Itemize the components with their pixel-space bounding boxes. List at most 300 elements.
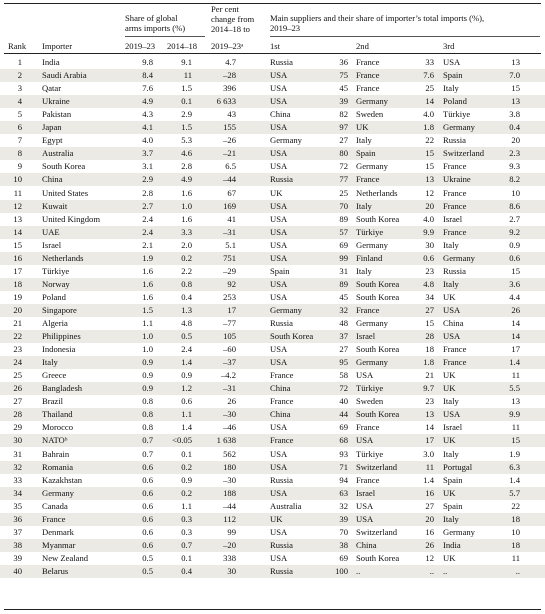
share-2014-18-cell: 1.0	[181, 200, 192, 211]
supplier-1-share-cell: 75	[339, 70, 348, 81]
table-row	[0, 265, 545, 278]
supplier-3rd-header: 3rd	[443, 41, 455, 51]
supplier-1-cell: Australia	[270, 500, 302, 511]
change-cell: –26	[223, 135, 236, 146]
change-cell: –37	[223, 357, 236, 368]
importer-cell: Australia	[42, 148, 74, 159]
supplier-2-cell: USA	[356, 370, 374, 381]
supplier-2-cell: Germany	[356, 318, 388, 328]
table-row	[0, 291, 545, 304]
rank-cell: 36	[13, 513, 22, 524]
supplier-2-share-cell: 20	[425, 200, 434, 211]
change-header: Per cent change from 2014–18 to	[211, 4, 255, 34]
rank-cell: 31	[13, 448, 22, 459]
supplier-2-cell: France	[356, 83, 380, 94]
importer-cell: India	[42, 57, 60, 67]
supplier-1-share-cell: 89	[339, 213, 348, 224]
supplier-1-share-cell: 63	[339, 487, 348, 498]
supplier-1-share-cell: 97	[339, 122, 348, 133]
table-row	[0, 304, 545, 317]
supplier-1-cell: USA	[270, 70, 288, 81]
share-2019-23-cell: 0.6	[142, 474, 153, 485]
supplier-1-share-cell: 37	[339, 331, 348, 342]
table-row	[0, 200, 545, 213]
supplier-1-share-cell: 39	[339, 96, 348, 107]
supplier-2-share-cell: 11	[425, 461, 434, 472]
table-row	[0, 252, 545, 265]
share-2014-18-cell: 0.8	[181, 278, 192, 289]
supplier-3-cell: UK	[443, 291, 456, 302]
importer-cell: Türkiye	[42, 265, 70, 276]
share-2019-23-cell: 2.8	[142, 187, 153, 198]
supplier-2-share-cell: 25	[425, 83, 434, 94]
share-2019-23-cell: 2.9	[142, 174, 153, 185]
table-row	[0, 330, 545, 343]
supplier-3-cell: Israel	[443, 422, 463, 433]
change-cell: –30	[223, 474, 236, 485]
change-cell: 43	[227, 109, 236, 120]
importer-cell: United States	[42, 187, 89, 198]
supplier-1-cell: USA	[270, 461, 288, 472]
supplier-1-share-cell: 72	[339, 161, 348, 172]
rank-cell: 37	[13, 526, 22, 537]
supplier-3-share-cell: 1.4	[509, 357, 520, 368]
supplier-2-share-cell: ..	[429, 565, 434, 576]
table-row	[0, 526, 545, 539]
supplier-3-cell: Russia	[443, 265, 466, 276]
supplier-1-share-cell: 45	[339, 83, 348, 94]
importer-cell: Egypt	[42, 135, 63, 146]
share-2019-23-cell: 0.7	[142, 435, 153, 446]
supplier-1-share-cell: 25	[339, 187, 348, 198]
supplier-1st-header: 1st	[270, 41, 281, 51]
importer-cell: Belarus	[42, 565, 69, 576]
supplier-1-share-cell: 32	[339, 304, 348, 315]
change-cell: 4.7	[225, 57, 236, 67]
share-2019-23-cell: 1.6	[142, 278, 153, 289]
rank-cell: 30	[13, 435, 22, 446]
supplier-2-cell: South Korea	[356, 213, 400, 224]
supplier-1-cell: USA	[270, 161, 288, 172]
supplier-1-share-cell: 89	[339, 278, 348, 289]
share-2019-23-cell: 1.9	[142, 252, 153, 263]
share-2019-23-cell: 2.4	[142, 213, 153, 224]
supplier-3-share-cell: 26	[511, 304, 520, 315]
supplier-1-cell: Russia	[270, 565, 293, 576]
supplier-2-cell: Türkiye	[356, 383, 384, 394]
change-cell: 396	[223, 83, 236, 94]
supplier-3-cell: ..	[443, 565, 448, 576]
rank-cell: 14	[13, 226, 22, 237]
importer-cell: Ukraine	[42, 96, 70, 107]
rank-cell: 12	[13, 200, 22, 211]
supplier-1-share-cell: 27	[339, 135, 348, 146]
supplier-2-share-cell: 7.6	[423, 70, 434, 81]
change-cell: 562	[223, 448, 236, 459]
share-2019-23-cell: 0.6	[142, 500, 153, 511]
supplier-3-share-cell: 10	[511, 187, 520, 198]
importer-cell: Singapore	[42, 304, 77, 315]
supplier-2-cell: South Korea	[356, 344, 400, 355]
table-row	[0, 173, 545, 186]
supplier-1-share-cell: 95	[339, 357, 348, 368]
change-cell: 169	[223, 200, 236, 211]
share-2014-18-cell: 0.1	[181, 96, 192, 107]
share-2019-23-cell: 0.9	[142, 383, 153, 394]
share-2014-18-cell: 4.8	[181, 318, 192, 328]
share-2014-18-cell: 0.3	[181, 526, 192, 537]
bottom-rule	[4, 609, 541, 610]
importer-cell: Poland	[42, 291, 66, 302]
supplier-1-cell: USA	[270, 448, 288, 459]
supplier-1-cell: France	[270, 370, 294, 381]
supplier-2-cell: Germany	[356, 161, 388, 172]
supplier-2-cell: Italy	[356, 200, 372, 211]
supplier-3-share-cell: 15	[511, 83, 520, 94]
rank-cell: 18	[13, 278, 22, 289]
change-cell: 17	[227, 304, 236, 315]
share-2014-18-cell: 1.6	[181, 187, 192, 198]
change-cell: –44	[223, 500, 236, 511]
supplier-2-cell: USA	[356, 435, 374, 446]
share-2014-18-cell: 0.4	[181, 291, 192, 302]
supplier-1-share-cell: 94	[339, 474, 348, 485]
supplier-2-share-cell: 3.0	[423, 448, 434, 459]
supplier-1-cell: USA	[270, 422, 288, 433]
supplier-3-cell: Italy	[443, 278, 459, 289]
supplier-2-share-cell: 22	[425, 135, 434, 146]
supplier-3-cell: France	[443, 344, 467, 355]
share-2014-18-cell: 2.4	[181, 344, 192, 355]
supplier-2-share-cell: 12	[425, 187, 434, 198]
share-2014-18-cell: 2.2	[181, 265, 192, 276]
supplier-2-share-cell: 23	[425, 396, 434, 407]
supplier-1-share-cell: 70	[339, 200, 348, 211]
supplier-3-cell: Germany	[443, 526, 475, 537]
change-cell: 1 638	[216, 435, 236, 446]
rank-cell: 17	[13, 265, 22, 276]
importer-cell: Bahrain	[42, 448, 70, 459]
share-2019-23-cell: 3.7	[142, 148, 153, 159]
supplier-2-cell: Israel	[356, 487, 376, 498]
change-cell: 155	[223, 122, 236, 133]
importer-cell: Netherlands	[42, 252, 84, 263]
supplier-1-share-cell: 27	[339, 344, 348, 355]
supplier-3-share-cell: 7.0	[509, 70, 520, 81]
supplier-3-cell: Portugal	[443, 461, 473, 472]
supplier-1-share-cell: 100	[335, 565, 348, 576]
change-cell: 188	[223, 487, 236, 498]
share-2019-23-cell: 1.1	[142, 318, 153, 328]
rank-cell: 23	[13, 344, 22, 355]
importer-header: Importer	[42, 41, 73, 51]
share-2014-18-cell: 1.1	[181, 500, 192, 511]
share-2019-23-cell: 0.6	[142, 487, 153, 498]
importer-cell: Morocco	[42, 422, 74, 433]
change-cell: 6 633	[216, 96, 236, 107]
supplier-2-cell: USA	[356, 500, 374, 511]
share-2014-18-cell: 0.9	[181, 370, 192, 381]
supplier-3-cell: France	[443, 200, 467, 211]
importer-cell: United Kingdom	[42, 213, 101, 224]
rank-cell: 33	[13, 474, 22, 485]
header-rule	[4, 53, 541, 54]
share-2014-18-cell: 0.1	[181, 448, 192, 459]
table-row	[0, 187, 545, 200]
supplier-2-cell: Italy	[356, 265, 372, 276]
change-cell: –31	[223, 383, 236, 394]
share-2014-18-cell: 4.6	[181, 148, 192, 159]
rank-cell: 27	[13, 396, 22, 407]
table-row	[0, 317, 545, 330]
change-cell: –30	[223, 409, 236, 420]
supplier-2-cell: South Korea	[356, 291, 400, 302]
supplier-1-share-cell: 48	[339, 318, 348, 328]
rank-header: Rank	[8, 41, 27, 51]
share-2019-23-cell: 1.0	[142, 331, 153, 342]
importer-cell: China	[42, 174, 63, 185]
supplier-1-cell: South Korea	[270, 331, 314, 342]
share-2014-18-cell: 1.1	[181, 409, 192, 420]
table-row	[0, 95, 545, 108]
supplier-2-cell: South Korea	[356, 409, 400, 420]
supplier-2-cell: France	[356, 422, 380, 433]
supplier-2-share-cell: 12	[425, 552, 434, 563]
supplier-1-share-cell: 69	[339, 552, 348, 563]
supplier-3-cell: UK	[443, 435, 456, 446]
supplier-3-cell: Italy	[443, 513, 459, 524]
supplier-1-cell: USA	[270, 278, 288, 289]
suppliers-header: Main suppliers and their share of importer’s total imports (%), 2019–23	[270, 13, 485, 33]
supplier-3-cell: Italy	[443, 83, 459, 94]
rank-cell: 26	[13, 383, 22, 394]
supplier-2-share-cell: 27	[425, 304, 434, 315]
table-row	[0, 121, 545, 134]
rank-cell: 11	[13, 187, 22, 198]
share-2014-18-cell: 0.6	[181, 396, 192, 407]
supplier-2-share-cell: 28	[425, 331, 434, 342]
supplier-3-share-cell: 15	[511, 265, 520, 276]
share-2019-23-cell: 8.4	[142, 70, 153, 81]
supplier-1-cell: Spain	[270, 265, 290, 276]
table-row	[0, 461, 545, 474]
supplier-2-share-cell: 16	[425, 526, 434, 537]
share-2019-23-cell: 0.5	[142, 565, 153, 576]
supplier-2-cell: Türkiye	[356, 448, 384, 459]
change-cell: 253	[223, 291, 236, 302]
supplier-3-cell: China	[443, 318, 464, 328]
table-row	[0, 160, 545, 173]
supplier-2-cell: Israel	[356, 331, 376, 342]
rank-cell: 29	[13, 422, 22, 433]
change-cell: –44	[223, 174, 236, 185]
rank-cell: 15	[13, 239, 22, 250]
supplier-3-share-cell: 6.3	[509, 461, 520, 472]
supplier-3-share-cell: 14	[511, 318, 520, 328]
share-2014-18-cell: 1.5	[181, 122, 192, 133]
change-cell: 26	[227, 396, 236, 407]
share-2014-18-cell: 0.5	[181, 331, 192, 342]
importer-cell: Brazil	[42, 396, 63, 407]
supplier-3-cell: USA	[443, 304, 461, 315]
change-cell: 6.5	[225, 161, 236, 172]
importer-cell: Bangladesh	[42, 383, 83, 394]
supplier-2-cell: Germany	[356, 239, 388, 250]
supplier-3-cell: Spain	[443, 500, 463, 511]
supplier-3-cell: Germany	[443, 252, 475, 263]
share-2019-23-cell: 0.8	[142, 396, 153, 407]
importer-cell: NATOᵇ	[42, 435, 68, 446]
share-2014-18-cell: 1.5	[181, 83, 192, 94]
rank-cell: 24	[13, 357, 22, 368]
rank-cell: 25	[13, 370, 22, 381]
supplier-3-cell: UK	[443, 383, 456, 394]
supplier-3-share-cell: 3.6	[509, 278, 520, 289]
supplier-2-share-cell: 15	[425, 318, 434, 328]
supplier-2-share-cell: 4.8	[423, 278, 434, 289]
share-2014-18-cell: 2.8	[181, 161, 192, 172]
rank-cell: 21	[13, 318, 22, 328]
share-2014-18-cell: 1.4	[181, 422, 192, 433]
supplier-3-share-cell: 11	[511, 370, 520, 381]
share-2019-23-cell: 9.8	[142, 57, 153, 67]
rank-cell: 16	[13, 252, 22, 263]
share-2014-18-cell: 1.6	[181, 213, 192, 224]
supplier-2-cell: Netherlands	[356, 187, 398, 198]
table-row	[0, 356, 545, 369]
change-cell: 105	[223, 331, 236, 342]
supplier-2-share-cell: 1.8	[423, 122, 434, 133]
table-row	[0, 539, 545, 552]
change-cell: 180	[223, 461, 236, 472]
rank-cell: 13	[13, 213, 22, 224]
change-cell: –60	[223, 344, 236, 355]
supplier-1-cell: UK	[270, 513, 283, 524]
table-row	[0, 552, 545, 565]
supplier-2-share-cell: 17	[425, 435, 434, 446]
supplier-2-cell: France	[356, 57, 380, 67]
share-subrule	[125, 36, 205, 37]
supplier-3-share-cell: 17	[511, 344, 520, 355]
supplier-2-cell: Sweden	[356, 109, 384, 120]
share-2014-18-cell: 5.3	[181, 135, 192, 146]
supplier-2-cell: France	[356, 70, 380, 81]
supplier-2-share-cell: 16	[425, 487, 434, 498]
importer-cell: Greece	[42, 370, 67, 381]
supplier-1-cell: China	[270, 409, 291, 420]
supplier-3-cell: France	[443, 357, 467, 368]
share-header: Share of global arms imports (%)	[125, 13, 186, 33]
importer-cell: Saudi Arabia	[42, 70, 87, 81]
table-row	[0, 487, 545, 500]
share-2014-18-cell: 2.9	[181, 109, 192, 120]
share-2019-23-cell: 0.8	[142, 422, 153, 433]
supplier-3-cell: USA	[443, 331, 461, 342]
supplier-1-cell: China	[270, 383, 291, 394]
importer-cell: Norway	[42, 278, 70, 289]
supplier-1-cell: USA	[270, 226, 288, 237]
supplier-2-share-cell: 18	[425, 344, 434, 355]
change-cell: 30	[227, 565, 236, 576]
supplier-3-cell: France	[443, 187, 467, 198]
supplier-3-cell: Italy	[443, 239, 459, 250]
importer-cell: Israel	[42, 239, 62, 250]
share-2019-23-cell: 2.7	[142, 200, 153, 211]
importer-cell: Indonesia	[42, 344, 76, 355]
change-cell: –21	[223, 148, 236, 159]
supplier-3-share-cell: 18	[511, 513, 520, 524]
supplier-2-cell: Türkiye	[356, 226, 384, 237]
supplier-1-cell: Russia	[270, 174, 293, 185]
supplier-2-share-cell: 23	[425, 265, 434, 276]
importer-cell: Myanmar	[42, 539, 76, 550]
rank-cell: 20	[13, 304, 22, 315]
supplier-1-share-cell: 44	[339, 409, 348, 420]
supplier-3-share-cell: 9.2	[509, 226, 520, 237]
share-2014-18-cell: 4.9	[181, 174, 192, 185]
supplier-1-share-cell: 82	[339, 109, 348, 120]
share-2014-18-cell: 9.1	[181, 57, 192, 67]
change-cell: 41	[227, 213, 236, 224]
table-row	[0, 108, 545, 121]
share-2014-18-cell: 0.2	[181, 252, 192, 263]
supplier-2-cell: Switzerland	[356, 461, 398, 472]
change-cell: 751	[223, 252, 236, 263]
change-cell: –4.2	[220, 370, 236, 381]
importer-cell: Italy	[42, 357, 58, 368]
supplier-3-share-cell: 3.8	[509, 109, 520, 120]
supplier-2-cell: UK	[356, 122, 369, 133]
change-cell: –77	[223, 318, 236, 328]
share-2019-23-cell: 0.9	[142, 370, 153, 381]
share-2014-18-cell: 0.1	[181, 552, 192, 563]
supplier-1-share-cell: 45	[339, 291, 348, 302]
supplier-2-cell: Italy	[356, 135, 372, 146]
supplier-2-share-cell: 34	[425, 291, 434, 302]
supplier-3-share-cell: 22	[511, 500, 520, 511]
supplier-3-cell: Spain	[443, 474, 463, 485]
importer-cell: Denmark	[42, 526, 74, 537]
table-row	[0, 513, 545, 526]
supplier-3-cell: Spain	[443, 70, 463, 81]
share-2019-23-cell: 2.4	[142, 226, 153, 237]
supplier-2-cell: China	[356, 539, 377, 550]
rank-cell: 32	[13, 461, 22, 472]
rank-cell: 38	[13, 539, 22, 550]
supplier-3-share-cell: 1.4	[509, 474, 520, 485]
importer-cell: South Korea	[42, 161, 86, 172]
supplier-3-share-cell: 14	[511, 331, 520, 342]
supplier-3-cell: Poland	[443, 96, 467, 107]
supplier-1-cell: USA	[270, 96, 288, 107]
supplier-2-cell: France	[356, 474, 380, 485]
supplier-1-cell: Germany	[270, 304, 302, 315]
supplier-1-share-cell: 39	[339, 513, 348, 524]
supplier-1-share-cell: 69	[339, 239, 348, 250]
table-row	[0, 369, 545, 382]
share-2014-18-cell: 1.3	[181, 304, 192, 315]
supplier-1-cell: USA	[270, 239, 288, 250]
suppliers-subrule	[270, 36, 540, 37]
table-row	[0, 56, 545, 69]
supplier-3-share-cell: 9.3	[509, 161, 520, 172]
change-cell: 67	[227, 187, 236, 198]
supplier-1-cell: USA	[270, 291, 288, 302]
importer-cell: Japan	[42, 122, 62, 133]
table-row	[0, 226, 545, 239]
supplier-2-share-cell: 26	[425, 539, 434, 550]
supplier-1-cell: China	[270, 109, 291, 120]
